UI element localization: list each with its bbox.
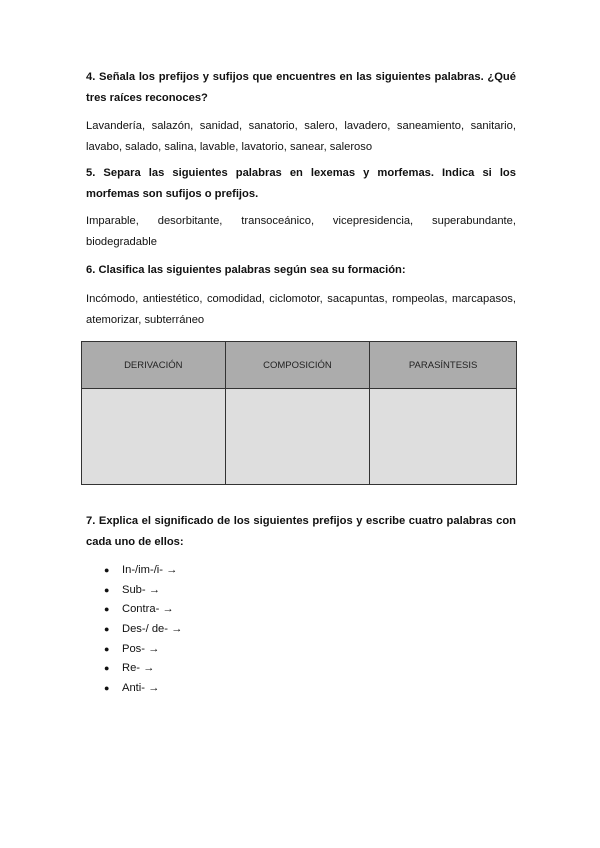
answer-cell-composicion[interactable]: [225, 389, 370, 485]
question-6-words-line-1: Incómodo, antiestético, comodidad, ciclomotor, sacapuntas, rompeolas, marcapasos,: [86, 293, 516, 305]
question-5-title: 5. Separa las siguientes palabras en lexemas y morfemas. Indica si los morfemas son sufijos o prefijos.: [86, 167, 516, 200]
question-6-words-line-2: atemorizar, subterráneo: [86, 314, 205, 326]
bullet-icon: ●: [104, 663, 110, 674]
list-item: [104, 620, 182, 640]
list-item: [104, 640, 182, 660]
prefix-item-label: Des-/ de- →: [122, 623, 183, 636]
prefix-item-label: Contra- →: [122, 603, 174, 616]
bullet-icon: ●: [104, 624, 110, 635]
prefix-item-label: Anti- →: [122, 682, 160, 695]
question-4-words: [86, 116, 516, 158]
list-item: [104, 581, 182, 601]
prefix-item-label: Sub- →: [122, 583, 160, 596]
question-4-words-line-2: lavabo, salado, salina, lavable, lavatorio, sanear, saleroso: [86, 141, 373, 153]
header-composicion: COMPOSICIÓN: [225, 342, 370, 389]
question-5-words-line-1: Imparable, desorbitante, transoceánico, vicepresidencia, superabundante,: [86, 215, 516, 227]
list-item: [104, 561, 182, 581]
formation-table-answer-row: [82, 389, 517, 485]
prefix-item-label: Re- →: [122, 662, 155, 675]
prefix-list: [104, 561, 182, 699]
question-5-words: [86, 211, 516, 253]
question-4-words-line-1: Lavandería, salazón, sanidad, sanatorio, salero, lavadero, saneamiento, sanitario,: [86, 120, 516, 132]
header-parasintesis: PARASÍNTESIS: [370, 342, 517, 389]
formation-table-header-row: [82, 342, 517, 389]
answer-cell-parasintesis[interactable]: [370, 389, 517, 485]
question-5-words-line-2: biodegradable: [86, 236, 157, 248]
bullet-icon: ●: [104, 565, 110, 575]
bullet-icon: ●: [104, 643, 110, 654]
prefix-item-label: In-/im-/i- →: [122, 564, 178, 576]
list-item: [104, 679, 182, 699]
question-7-title: 7. Explica el significado de los siguientes prefijos y escribe cuatro palabras con cada uno de ellos:: [86, 515, 516, 548]
question-6-title: 6. Clasifica las siguientes palabras según sea su formación:: [86, 264, 406, 276]
header-derivacion: DERIVACIÓN: [82, 342, 226, 389]
bullet-icon: ●: [104, 584, 110, 595]
list-item: [104, 659, 182, 679]
formation-table: [81, 341, 517, 485]
prefix-item-label: Pos- →: [122, 642, 160, 655]
bullet-icon: ●: [104, 683, 110, 694]
list-item: [104, 600, 182, 620]
question-4-title: 4. Señala los prefijos y sufijos que encuentres en las siguientes palabras. ¿Qué tres raíces reconoces?: [86, 71, 516, 104]
bullet-icon: ●: [104, 604, 110, 615]
question-6-words: [86, 289, 516, 331]
answer-cell-derivacion[interactable]: [82, 389, 226, 485]
